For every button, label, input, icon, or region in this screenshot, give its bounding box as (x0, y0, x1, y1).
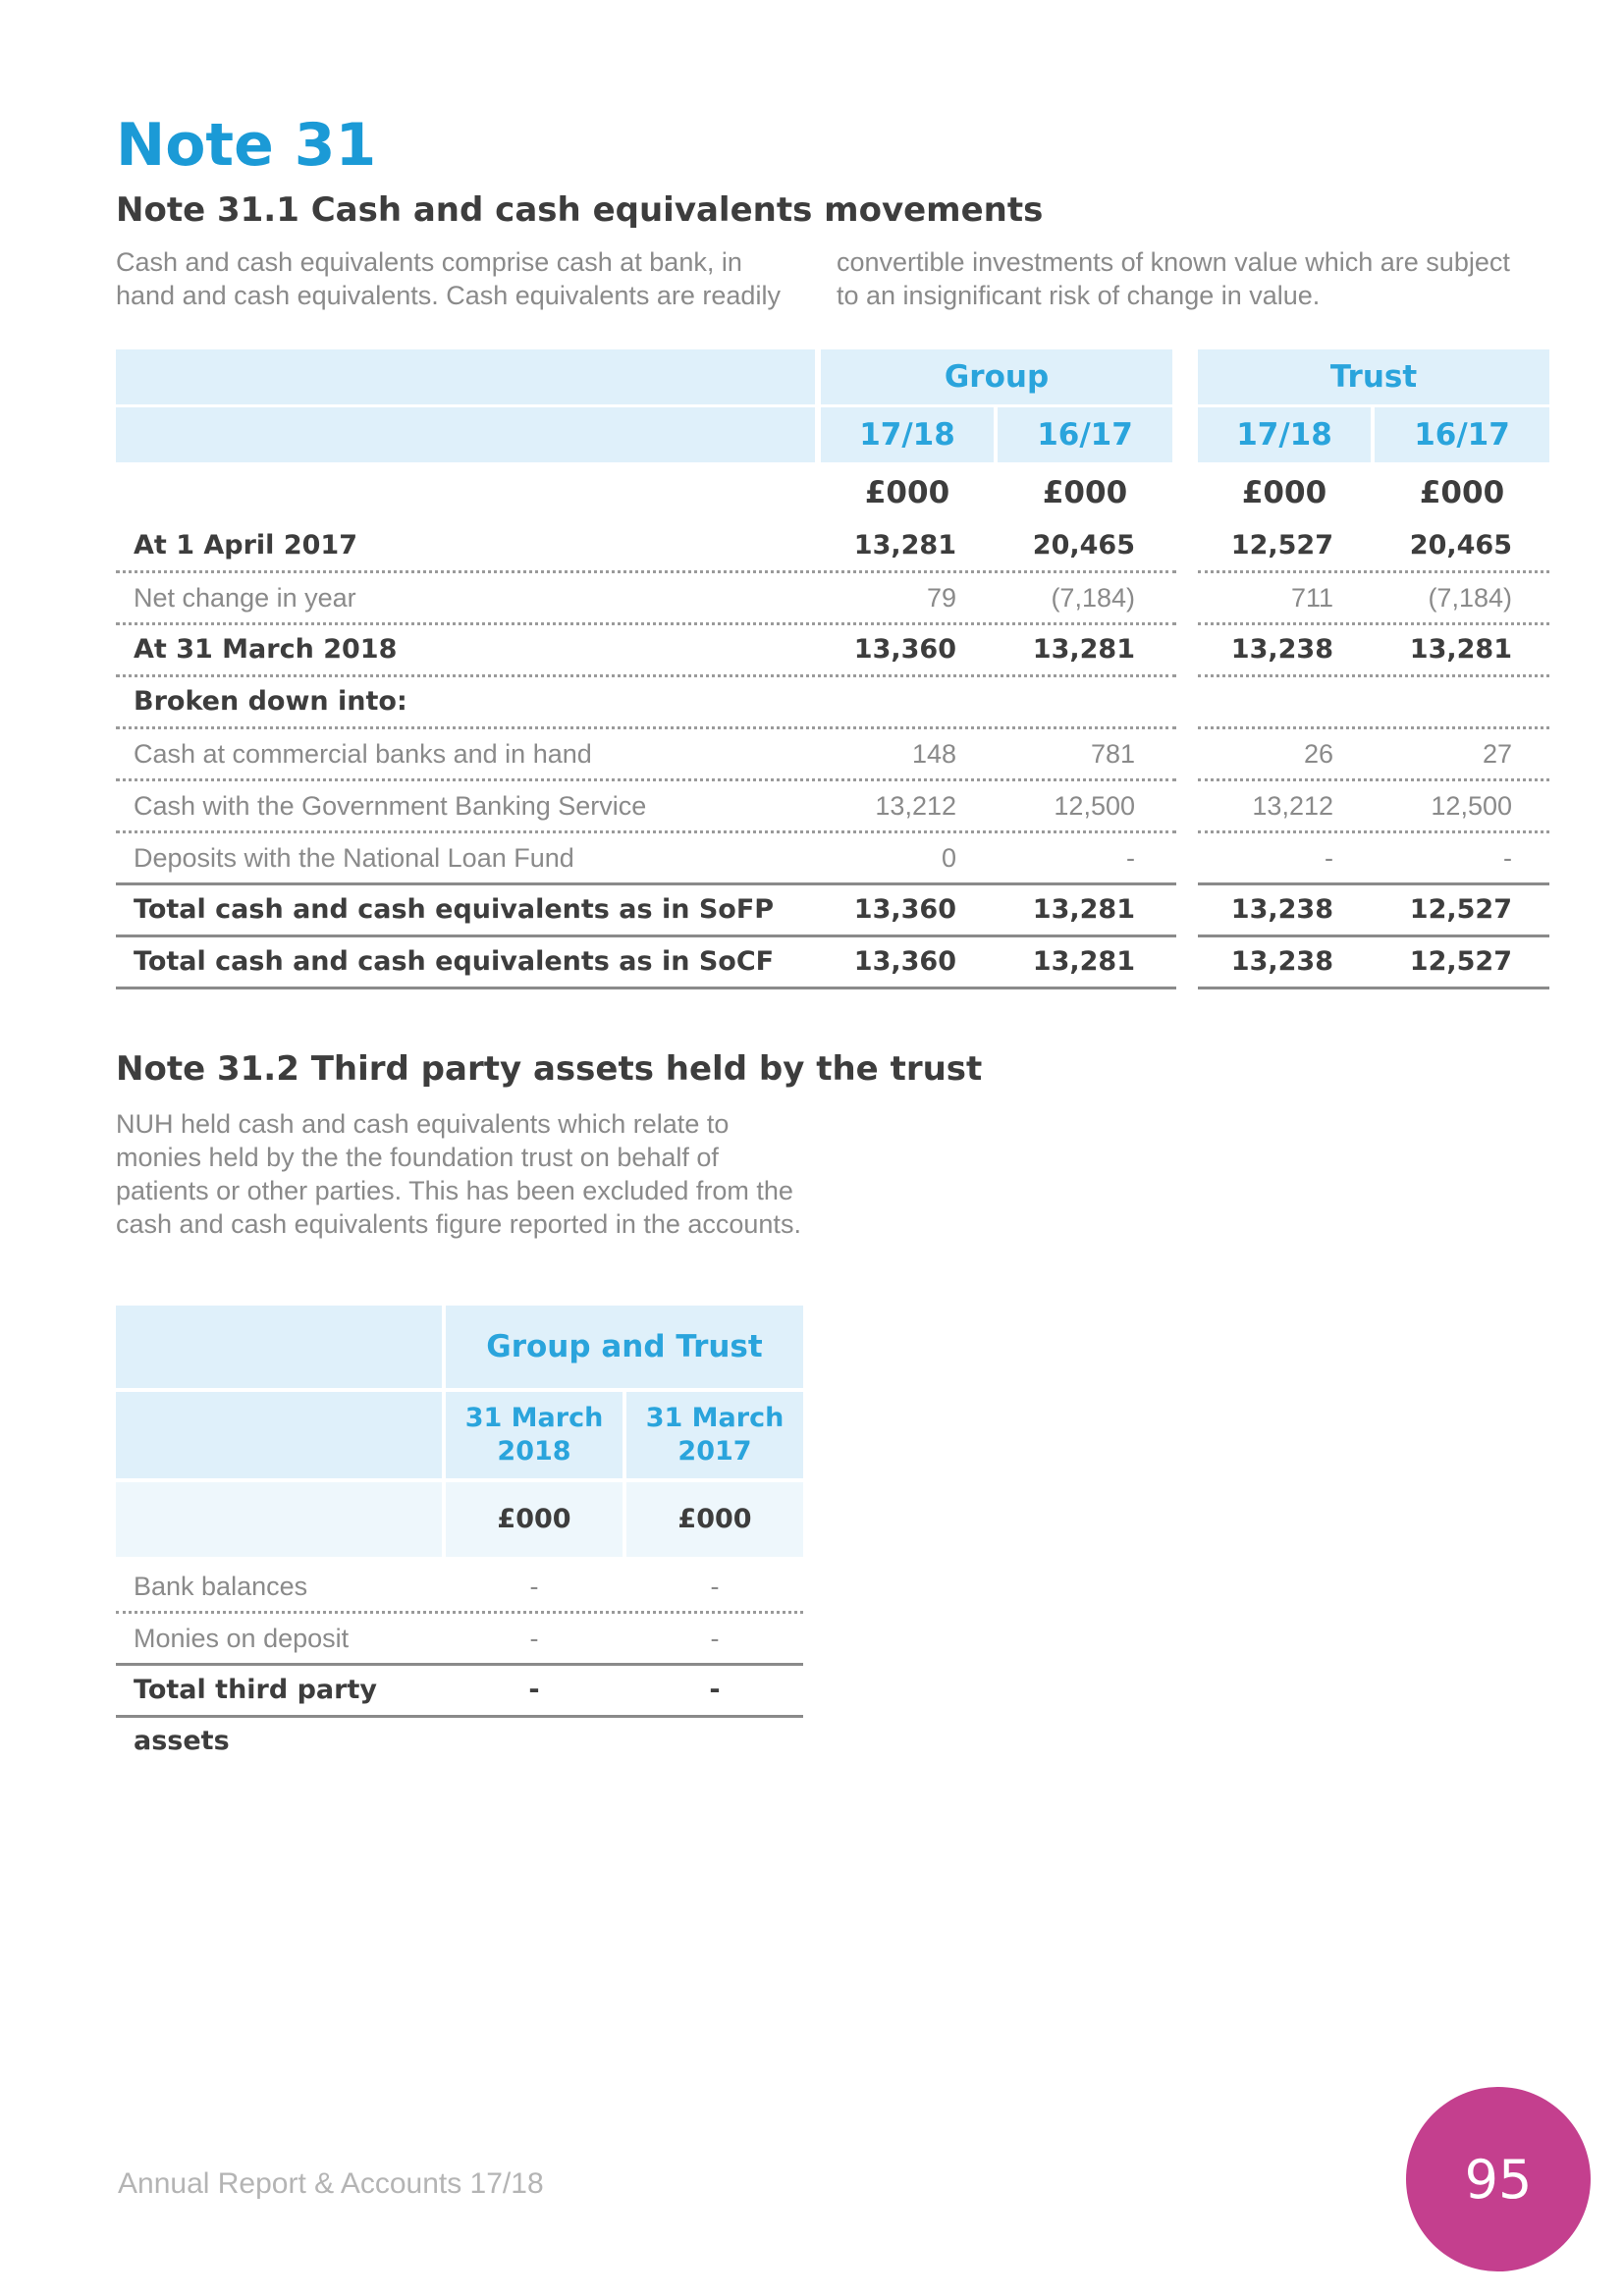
section1-heading: Note 31.1 Cash and cash equivalents movements (116, 190, 1044, 230)
table-cell: 781 (1090, 739, 1135, 769)
table-cell: 26 (1303, 739, 1333, 769)
section2-intro-line-4: cash and cash equivalents figure reported in the accounts. (116, 1209, 801, 1239)
table-cell: 12,500 (1431, 791, 1512, 821)
section2-heading: Note 31.2 Third party assets held by the trust (116, 1049, 983, 1089)
col-header-2017-line1: 31 March (645, 1403, 785, 1433)
table-cell: (7,184) (1051, 583, 1135, 613)
table-row-label: Total cash and cash equivalents as in SoCF (134, 946, 775, 977)
table-cell: 13,281 (1032, 946, 1135, 977)
table-row-label: At 1 April 2017 (134, 530, 357, 561)
table-cell: 20,465 (1032, 530, 1135, 561)
group-header: Group (821, 349, 1172, 404)
table-header-blank-3 (116, 1482, 442, 1557)
table-cell: - (709, 1675, 721, 1705)
table-row-label: Cash with the Government Banking Service (134, 791, 647, 821)
table-cell: - (710, 1572, 720, 1601)
year-header-trust-1718: 17/18 (1198, 407, 1371, 462)
section2-intro-line-2: monies held by the the foundation trust on behalf of (116, 1143, 719, 1172)
table-cell: 13,238 (1230, 634, 1333, 665)
footer-text: Annual Report & Accounts 17/18 (118, 2167, 544, 2200)
table-cell: - (529, 1572, 539, 1601)
section1-intro-col2: convertible investments of known value which are subject to an insignificant risk of change in value. (837, 247, 1510, 310)
section2-intro-line-1: NUH held cash and cash equivalents which relate to (116, 1109, 730, 1139)
table-cell: 12,527 (1230, 530, 1333, 561)
row-divider (1198, 674, 1549, 677)
table-cell: 13,360 (853, 946, 956, 977)
col-header-2018 (446, 1392, 623, 1478)
table-row-label: Cash at commercial banks and in hand (134, 739, 592, 769)
table-cell: 0 (941, 843, 956, 873)
table-cell: 13,281 (1409, 634, 1512, 665)
table-cell: 13,281 (853, 530, 956, 561)
row-divider (116, 1715, 803, 1718)
table-row-label: Total third party assets (134, 1675, 377, 1756)
table-cell: 12,527 (1409, 894, 1512, 925)
table-cell: (7,184) (1428, 583, 1512, 613)
page-title: Note 31 (116, 111, 377, 180)
table-cell: 711 (1290, 583, 1333, 613)
trust-header: Trust (1198, 349, 1549, 404)
table-cell: 13,281 (1032, 634, 1135, 665)
unit-group-1718: £000 (864, 475, 950, 510)
unit-2018: £000 (446, 1482, 623, 1557)
table-cell: 12,527 (1409, 946, 1512, 977)
table-cell: 13,212 (875, 791, 956, 821)
col-header-2017-line2: 2017 (677, 1436, 752, 1467)
year-header-group-1718: 17/18 (821, 407, 994, 462)
unit-2017: £000 (626, 1482, 803, 1557)
row-divider (1198, 987, 1549, 989)
unit-group-1617: £000 (1042, 475, 1128, 510)
table-cell: 13,238 (1230, 894, 1333, 925)
table-header-blank-1 (116, 349, 815, 404)
table-row-label: Deposits with the National Loan Fund (134, 843, 574, 873)
row-divider (116, 987, 1176, 989)
unit-trust-1617: £000 (1419, 475, 1505, 510)
section2-intro-line-3: patients or other parties. This has been excluded from the (116, 1176, 793, 1205)
table-cell: 20,465 (1409, 530, 1512, 561)
unit-trust-1718: £000 (1241, 475, 1327, 510)
table-cell: - (529, 1624, 539, 1653)
table-row-label: Net change in year (134, 583, 356, 613)
table-row-label: Broken down into: (134, 686, 407, 717)
table-header-blank-2 (116, 407, 815, 462)
table-cell: - (1503, 843, 1512, 873)
year-header-group-1617: 16/17 (998, 407, 1172, 462)
section1-intro-col1: Cash and cash equivalents comprise cash at bank, in hand and cash equivalents. Cash equivalents are readily (116, 247, 781, 310)
table-cell: - (1126, 843, 1135, 873)
page-number: 95 (1406, 2087, 1591, 2271)
table-cell: 79 (926, 583, 956, 613)
col-header-2018-line2: 2018 (497, 1436, 571, 1467)
table-cell: 27 (1482, 739, 1512, 769)
table-cell: 13,360 (853, 634, 956, 665)
table-cell: 13,360 (853, 894, 956, 925)
table-cell: - (528, 1675, 540, 1705)
table-row-label: At 31 March 2018 (134, 634, 398, 665)
col-header-2017 (626, 1392, 803, 1478)
table-cell: 13,212 (1252, 791, 1333, 821)
group-and-trust-header: Group and Trust (446, 1306, 803, 1388)
col-header-2018-line1: 31 March (464, 1403, 604, 1433)
table-row-label: Monies on deposit (134, 1624, 350, 1653)
table-cell: 13,238 (1230, 946, 1333, 977)
year-header-trust-1617: 16/17 (1375, 407, 1549, 462)
table-cell: - (1325, 843, 1333, 873)
table-cell: 13,281 (1032, 894, 1135, 925)
table-cell: - (710, 1624, 720, 1653)
table-cell: 12,500 (1054, 791, 1135, 821)
table-cell: 148 (911, 739, 956, 769)
table-row-label: Bank balances (134, 1572, 308, 1601)
table-row-label: Total cash and cash equivalents as in SoFP (134, 894, 775, 925)
table-header-blank-2 (116, 1392, 442, 1478)
table-header-blank-1 (116, 1306, 442, 1388)
